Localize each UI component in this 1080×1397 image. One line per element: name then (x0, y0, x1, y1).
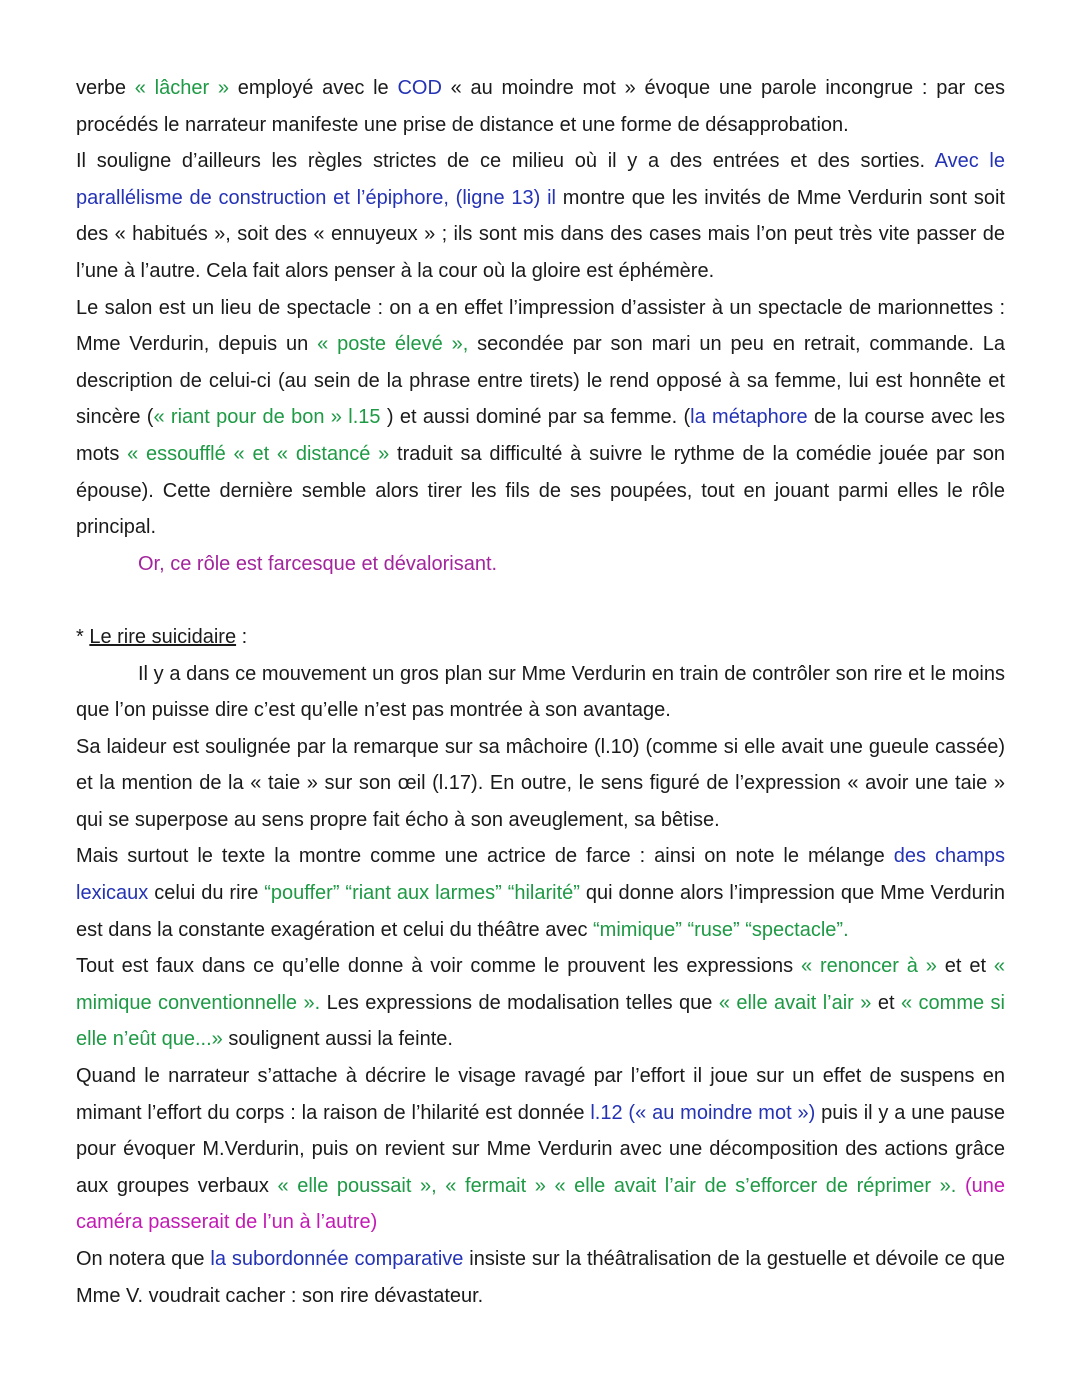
text-segment: de la course avec les mots (76, 406, 1005, 465)
section-heading (76, 619, 1005, 656)
paragraph-farce (76, 838, 1005, 948)
text-segment: « elle poussait », « fermait » « elle avait l’air de s’efforcer de réprimer ». (277, 1174, 957, 1197)
paragraph-suspens (76, 1058, 1005, 1241)
text-segment: « renoncer à » (800, 955, 937, 978)
text-segment: Tout est faux dans ce qu’elle donne à voir comme le prouvent les expressions (76, 955, 801, 978)
text-segment: « au moindre mot » évoque une parole incongrue : par ces procédés le narrateur manifeste une prise de distance et une forme de désapprobation. (76, 77, 1005, 136)
text-segment: Mais surtout le texte la montre comme une actrice de farce : ainsi on note le mélange (76, 845, 894, 868)
text-segment: * (76, 625, 90, 648)
blank-line (76, 582, 1005, 619)
text-segment: COD (397, 77, 442, 99)
paragraph-gros-plan (76, 656, 1005, 729)
text-segment: Sa laideur est soulignée par la remarque sur sa mâchoire (l.10) (comme si elle avait une gueule cassée) et la mention de la « taie » sur son œil (l.17). En outre, le sens figuré de l’expression « avoir une taie » qui se superpose au sens propre fait écho à son aveuglement, sa bêtise. (76, 735, 1005, 831)
paragraph-transition (76, 546, 1005, 583)
text-segment: montre que les invités de Mme Verdurin sont soit des « habitués », soit des « ennuyeux » ; ils sont mis dans des cases mais l’on peut très vite passer de l’une à l’autre. Cela fait alors penser à la cour où la gloire est éphémère. (76, 186, 1005, 282)
paragraph-comparative (76, 1241, 1005, 1314)
text-segment: “mimique” “ruse” “spectacle”. (593, 918, 849, 941)
paragraph-spectacle (76, 290, 1005, 546)
text-segment: Or, ce rôle est farcesque et dévalorisant. (138, 552, 498, 575)
text-segment (956, 1175, 965, 1197)
text-segment: « mimique conventionnelle ». (76, 955, 1005, 1014)
text-segment: la métaphore (690, 406, 808, 429)
text-segment: Le rire suicidaire (89, 625, 237, 648)
text-segment: Le salon est un lieu de spectacle : on a en effet l’impression d’assister à un spectacle de marionnettes : Mme Verdurin, depuis un (76, 296, 1005, 356)
text-segment: « elle avait l’air » (718, 991, 872, 1014)
paragraph-lacher (76, 70, 1005, 143)
text-segment: : (236, 625, 248, 648)
text-segment: Les expressions de modalisation telles que (320, 991, 719, 1014)
text-segment: et (871, 991, 901, 1014)
document-body (76, 70, 1005, 1314)
text-segment: Il souligne d’ailleurs les règles strictes de ce milieu où il y a des entrées et des sorties. (76, 150, 935, 173)
text-segment: « poste élevé », (317, 333, 469, 356)
text-segment: Quand le narrateur s’attache à décrire le visage ravagé par l’effort il joue sur un effet de suspens en mimant l’effort du corps : la raison de l’hilarité est donnée (76, 1065, 1005, 1124)
text-segment: « lâcher » (134, 77, 230, 99)
text-segment: des champs lexicaux (76, 845, 1005, 905)
text-segment: employé avec le (229, 77, 398, 99)
text-segment: Il y a dans ce mouvement un gros plan sur Mme Verdurin en train de contrôler son rire et le moins que l’on puisse dire c’est qu’elle n’est pas montrée à son avantage. (76, 662, 1005, 722)
text-segment: soulignent aussi la feinte. (222, 1028, 453, 1051)
text-segment: (une caméra passerait de l’un à l’autre) (76, 1174, 1005, 1234)
text-segment: Avec le parallélisme de construction et l’épiphore, (ligne 13) il (76, 150, 1005, 209)
text-segment: la subordonnée comparative (210, 1248, 464, 1270)
text-segment: « essoufflé « et « distancé » (127, 442, 390, 465)
paragraph-laideur (76, 729, 1005, 839)
text-segment: ) et aussi dominé par sa femme. ( (380, 406, 691, 429)
text-segment: puis il y a une pause pour évoquer M.Verdurin, puis on revient sur Mme Verdurin avec une décomposition des actions grâce aux groupes verbaux (76, 1101, 1005, 1197)
text-segment: On notera que (76, 1248, 211, 1270)
text-segment: et et (936, 955, 994, 978)
paragraph-faux (76, 948, 1005, 1058)
text-segment: celui du rire (148, 882, 265, 905)
text-segment: qui donne alors l’impression que Mme Verdurin est dans la constante exagération et celui du théâtre avec (76, 882, 1005, 941)
paragraph-regles (76, 143, 1005, 289)
text-segment: secondée par son mari un peu en retrait, commande. La description de celui-ci (au sein de la phrase entre tirets) le rend opposé à sa femme, lui est honnête et sincère ( (76, 333, 1005, 429)
text-segment: verbe (76, 77, 135, 99)
text-segment: insiste sur la théâtralisation de la gestuelle et dévoile ce que Mme V. voudrait cacher : son rire dévastateur. (76, 1248, 1005, 1307)
text-segment: traduit sa difficulté à suivre le rythme de la comédie jouée par son épouse). Cette dernière semble alors tirer les fils de ses poupées, tout en jouant parmi elles le rôle principal. (76, 442, 1005, 539)
text-segment: “pouffer” “riant aux larmes” “hilarité” (264, 882, 580, 905)
text-segment: « comme si elle n’eût que...» (76, 991, 1005, 1051)
text-segment: « riant pour de bon » l.15 (153, 406, 381, 429)
text-segment: l.12 (« au moindre mot ») (590, 1101, 816, 1124)
